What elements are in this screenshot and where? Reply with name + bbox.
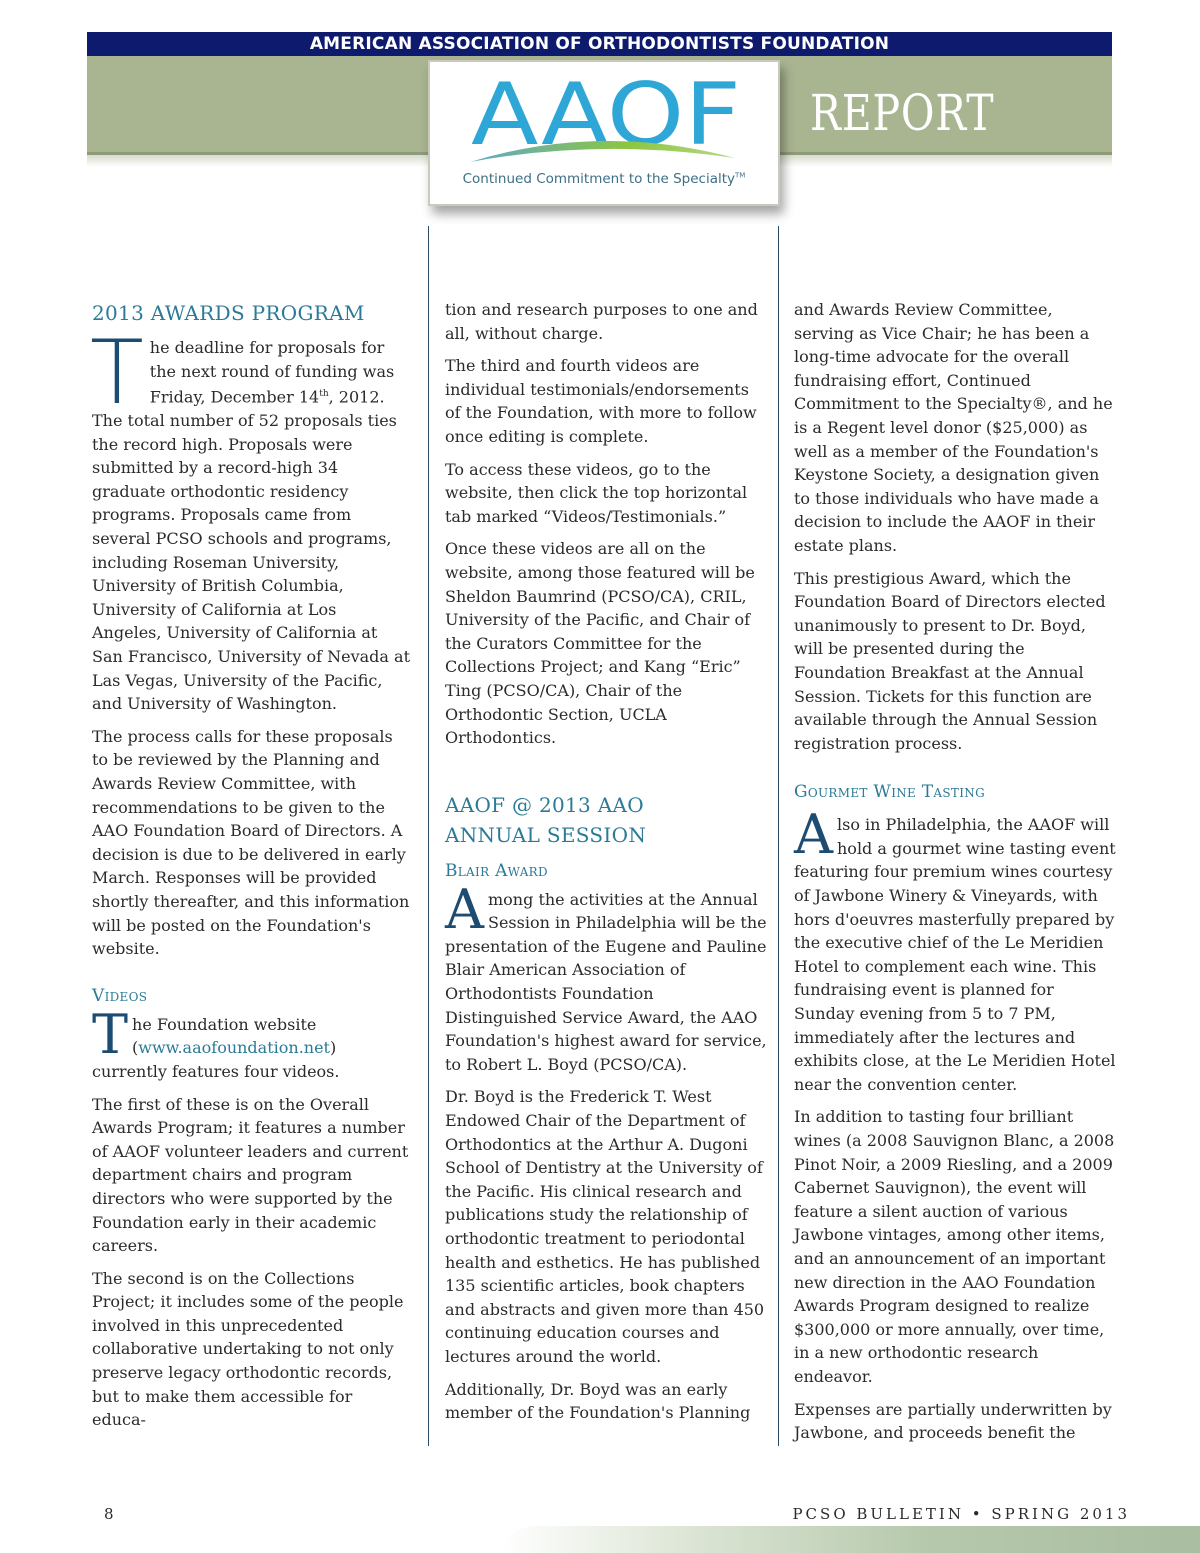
blair-award-heading: Blair Award: [445, 860, 548, 881]
logo-tagline: Continued Commitment to the Specialty™: [462, 171, 746, 187]
section-title: REPORT: [810, 84, 995, 142]
column-3: [794, 298, 1116, 1454]
foundation-website-link[interactable]: www.aaofoundation.net: [138, 1038, 330, 1058]
blair-paragraph-2: Dr. Boyd is the Frederick T. West Endowed Chair of the Department of Orthodontics at the Arthur A. Dugoni School of Dentistry at the University of the Pacific. His clinical research and publications study the relationship of orthodontic treatment to periodontal health and esthetics. He has published 135 scientific articles, book chapters and abstracts and given more than 450 continuing education courses and lectures around the world.: [445, 1087, 765, 1366]
awards-program-heading: 2013 AWARDS PROGRAM: [92, 301, 365, 325]
logo-wordmark: AAOF: [471, 65, 741, 165]
blair-paragraph-3: Additionally, Dr. Boyd was an early member of the Foundation's Planning: [445, 1379, 751, 1423]
wine-paragraph-3: Expenses are partially underwritten by Jawbone, and proceeds benefit the: [794, 1399, 1112, 1443]
videos-paragraph-7: Once these videos are all on the website, among those featured will be Sheldon Baumrind (PCSO/CA), CRIL, University of the Pacific, and Chair of the Curators Committee for the Collections Project; and Kang “Eric” Ting (PCSO/CA), Chair of the Orthodontic Section, UCLA Orthodontics.: [445, 539, 755, 748]
boyd-paragraph-1: and Awards Review Committee, serving as Vice Chair; he has been a long-time advocate for the overall fundraising effort, Continued Commitment to the Specialty®, and he is a Regent level donor ($25,000) as well as a member of the Foundation's Keystone Society, a designation given to those individuals who have made a decision to include the AAOF in their estate plans.: [794, 300, 1113, 555]
annual-session-heading: AAOF @ 2013 AAO ANNUAL SESSION: [445, 792, 647, 847]
videos-paragraph-5: The third and fourth videos are individual testimonials/endorsements of the Foundation, with more to follow once editing is complete.: [445, 356, 757, 446]
publication-footer: PCSO BULLETIN • SPRING 2013: [792, 1505, 1130, 1523]
page-number: 8: [104, 1505, 114, 1523]
boyd-paragraph-2: This prestigious Award, which the Foundation Board of Directors elected unanimously to present to Dr. Boyd, will be presented during the Foundation Breakfast at the Annual Session. Tickets for this function are available through the Annual Session registration process.: [794, 568, 1106, 753]
videos-paragraph-1: The Foundation website (www.aaofoundation.net) currently features four videos.: [92, 1002, 340, 1081]
videos-paragraph-3: The second is on the Collections Project; it includes some of the people involved in this unprecedented collaborative undertaking to not only preserve legacy orthodontic records, but to make them accessible for educa-: [92, 1268, 404, 1430]
videos-paragraph-4: tion and research purposes to one and all, without charge.: [445, 300, 758, 343]
wine-tasting-heading: Gourmet Wine Tasting: [794, 782, 985, 803]
wine-paragraph-2: In addition to tasting four brilliant wines (a 2008 Sauvignon Blanc, a 2008 Pinot Noir, a 2009 Riesling, and a 2009 Cabernet Sauvignon), the event will feature a silent auction of various Jawbone vintages, among other items, and an announcement of an important new direction in the AAO Foundation Awards Program designed to realize $300,000 or more annually, over time, in a new orthodontic research endeavor.: [794, 1107, 1115, 1386]
videos-paragraph-2: The first of these is on the Overall Awards Program; it features a number of AAOF volunteer leaders and current department chairs and program directors who were supported by the Foundation early in their academic careers.: [92, 1094, 409, 1256]
wine-paragraph-1: Also in Philadelphia, the AAOF will hold a gourmet wine tasting event featuring four premium wines courtesy of Jawbone Winery & Vineyards, with hors d'oeuvres masterfully prepared by the executive chief of the Le Meridien Hotel to complement each wine. This fundraising event is planned for Sunday evening from 5 to 7 PM, immediately after the lectures and exhibits close, at the Le Meridien Hotel near the convention center.: [794, 803, 1116, 1094]
videos-paragraph-6: To access these videos, go to the website, then click the top horizontal tab marked “Videos/Testimonials.”: [445, 459, 748, 526]
column-rule-right: [778, 226, 779, 1446]
column-rule-left: [428, 226, 429, 1446]
column-2: [445, 298, 767, 1434]
org-name-bar: [87, 32, 1112, 56]
footer-band: [500, 1526, 1200, 1553]
aaof-logo: [428, 60, 780, 206]
drop-cap: A: [794, 803, 833, 867]
videos-heading: Videos: [92, 985, 148, 1006]
drop-cap: T: [90, 321, 144, 424]
drop-cap: T: [92, 1002, 129, 1066]
awards-paragraph-2: The process calls for these proposals to be reviewed by the Planning and Awards Review Committee, with recommendations to be given to the AAO Foundation Board of Directors. A decision is due to be delivered in early March. Responses will be provided shortly thereafter, and this information will be posted on the Foundation's website.: [92, 726, 410, 959]
awards-paragraph-1: The deadline for proposals for the next round of funding was Friday, December 14th, 2012. The total number of 52 proposals ties the record high. Proposals were submitted by a record-high 34 graduate orthodontic residency programs. Proposals came from several PCSO schools and programs, including Roseman University, University of British Columbia, University of California at Los Angeles, University of California at San Francisco, University of Nevada at Las Vegas, University of the Pacific, and University of Washington.: [90, 321, 411, 714]
column-1: [92, 298, 410, 1441]
logo-trademark: TM: [735, 171, 746, 180]
blair-paragraph-1: Among the activities at the Annual Session in Philadelphia will be the presentation of the Eugene and Pauline Blair American Association of Orthodontists Foundation Distinguished Service Award, the AAO Foundation's highest award for service, to Robert L. Boyd (PCSO/CA).: [445, 877, 767, 1074]
org-name: AMERICAN ASSOCIATION OF ORTHODONTISTS FOUNDATION: [309, 34, 890, 54]
drop-cap: A: [445, 877, 484, 941]
